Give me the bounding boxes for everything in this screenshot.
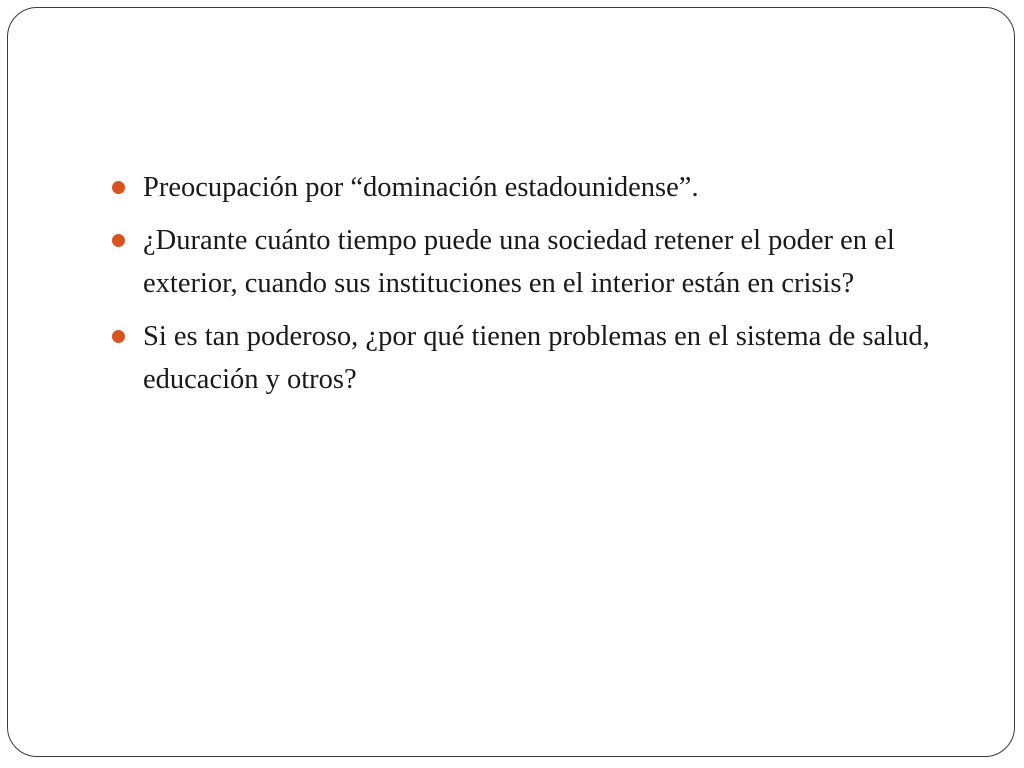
bullet-dot-icon <box>112 234 125 247</box>
bullet-item <box>112 166 982 209</box>
bullet-item <box>112 219 982 305</box>
bullet-text: ¿Durante cuánto tiempo puede una sociedad retener el poder en el exterior, cuando sus instituciones en el interior están en crisis? <box>143 225 895 299</box>
bullet-dot-icon <box>112 330 125 343</box>
bullet-text: Si es tan poderoso, ¿por qué tienen problemas en el sistema de salud, educación y otros? <box>143 321 930 395</box>
bullet-dot-icon <box>112 181 125 194</box>
bullet-item <box>112 315 982 401</box>
bullet-text: Preocupación por “dominación estadounidense”. <box>143 172 699 203</box>
bullet-list <box>112 166 982 411</box>
